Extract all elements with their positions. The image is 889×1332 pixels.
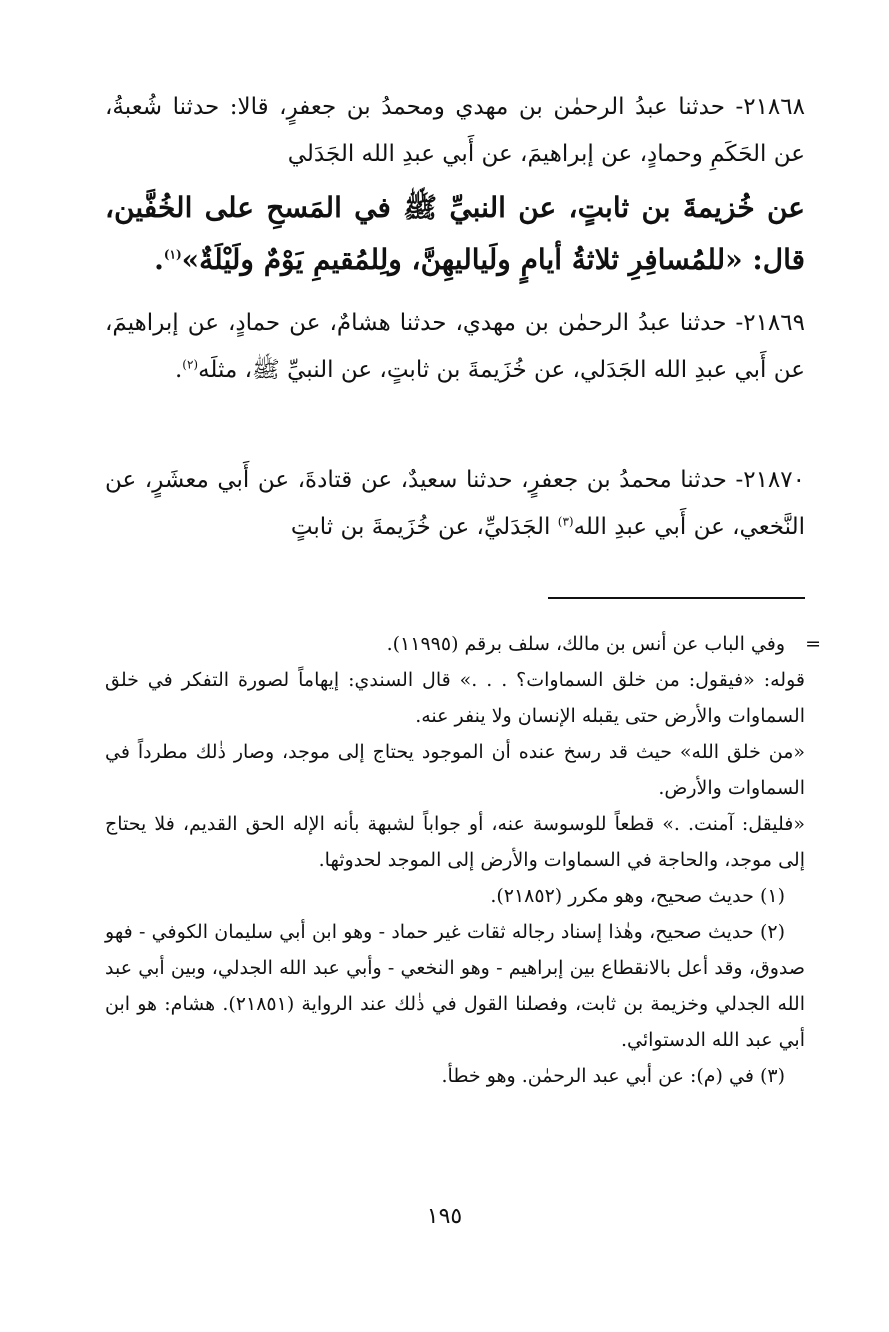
hadith-text-end: الجَدَليِّ، عن خُزَيمةَ بن ثابتٍ (290, 514, 558, 540)
footnote-ref-1: (١) (163, 247, 182, 262)
footnote-paragraph: «من خلق الله» حيث قد رسخ عنده أن الموجود يحتاج إلى موجد، وصار ذٰلك مطرداً في السماوات والأرض. (105, 741, 805, 799)
footnote-paragraph: وفي الباب عن أنس بن مالك، سلف برقم (١١٩٩٥). (386, 633, 785, 655)
hadith-text-end: . (174, 357, 183, 383)
matn-end: . (154, 243, 164, 276)
hadith-matn (105, 182, 805, 286)
hadith-number: ٢١٨٦٨ (743, 94, 805, 120)
continuation-mark: = (805, 633, 821, 655)
footnote-note-1: (١) حديث صحيح، وهو مكرر (٢١٨٥٢). (490, 885, 785, 907)
footnote-paragraph: «فليقل: آمنت. .» قطعاً للوسوسة عنه، أو جواباً لشبهة بأنه الإله الحق القديم، فلا يحتاج إلى موجد، والحاجة في السماوات والأرض إلى الموجد لحدوثها. (105, 813, 805, 871)
footnotes-section (105, 626, 805, 1094)
hadith-number: ٢١٨٦٩ (743, 310, 805, 336)
footnote-paragraph: قوله: «فيقول: من خلق السماوات؟ . . .» قال السندي: إيهاماً لصورة التفكر في خلق السماوات والأرض حتى يقبله الإنسان ولا ينفر عنه. (105, 669, 805, 727)
matn-text: عن خُزيمةَ بن ثابتٍ، عن النبيِّ ﷺ في المَسحِ على الخُفَّين، قال: «للمُسافِرِ ثلاثةُ أيامٍ ولَياليهِنَّ، ولِلمُقيمِ يَوْمٌ ولَيْلَةٌ» (105, 191, 805, 276)
footnote-ref-3: (٣) (557, 514, 574, 529)
page-number: ١٩٥ (426, 1204, 463, 1229)
footnote-note-2: (٢) حديث صحيح، وهٰذا إسناد رجاله ثقات غير حماد - وهو ابن أبي سليمان الكوفي - فهو صدوق، وقد أعل بالانقطاع بين إبراهيم - وهو النخعي - وأبي عبد الله الجدلي، وبين أبي عبد الله الجدلي وخزيمة بن ثابت، وفصلنا القول في ذٰلك عند الرواية (٢١٨٥١). هشام: هو ابن أبي عبد الله الدستوائي. (105, 921, 805, 1051)
hadith-number: ٢١٨٧٠ (743, 467, 805, 493)
hadith-text: - حدثنا عبدُ الرحمٰن بن مهدي، حدثنا هشامٌ، عن حمادٍ، عن إبراهيمَ، عن أَبي عبدِ الله الجَدَلي، عن خُزَيمةَ بن ثابتٍ، عن النبيِّ ﷺ، مثلَه (105, 310, 805, 383)
footnote-note-3: (٣) في (م): عن أبي عبد الرحمٰن. وهو خطأ. (441, 1065, 785, 1087)
hadith-21869 (105, 300, 805, 394)
hadith-21868 (105, 84, 805, 178)
hadith-21870 (105, 457, 805, 551)
footnote-separator (548, 597, 805, 599)
hadith-text: - حدثنا محمدُ بن جعفرٍ، حدثنا سعيدٌ، عن قتادةَ، عن أَبي معشَرٍ، عن النَّخعي، عن أَبي عبدِ الله (105, 467, 805, 540)
footnote-ref-2: (٢) (182, 357, 199, 372)
hadith-isnad: - حدثنا عبدُ الرحمٰن بن مهدي ومحمدُ بن جعفرٍ، قالا: حدثنا شُعبةُ، عن الحَكَمِ وحمادٍ، عن إبراهيمَ، عن أَبي عبدِ الله الجَدَلي (105, 94, 805, 167)
